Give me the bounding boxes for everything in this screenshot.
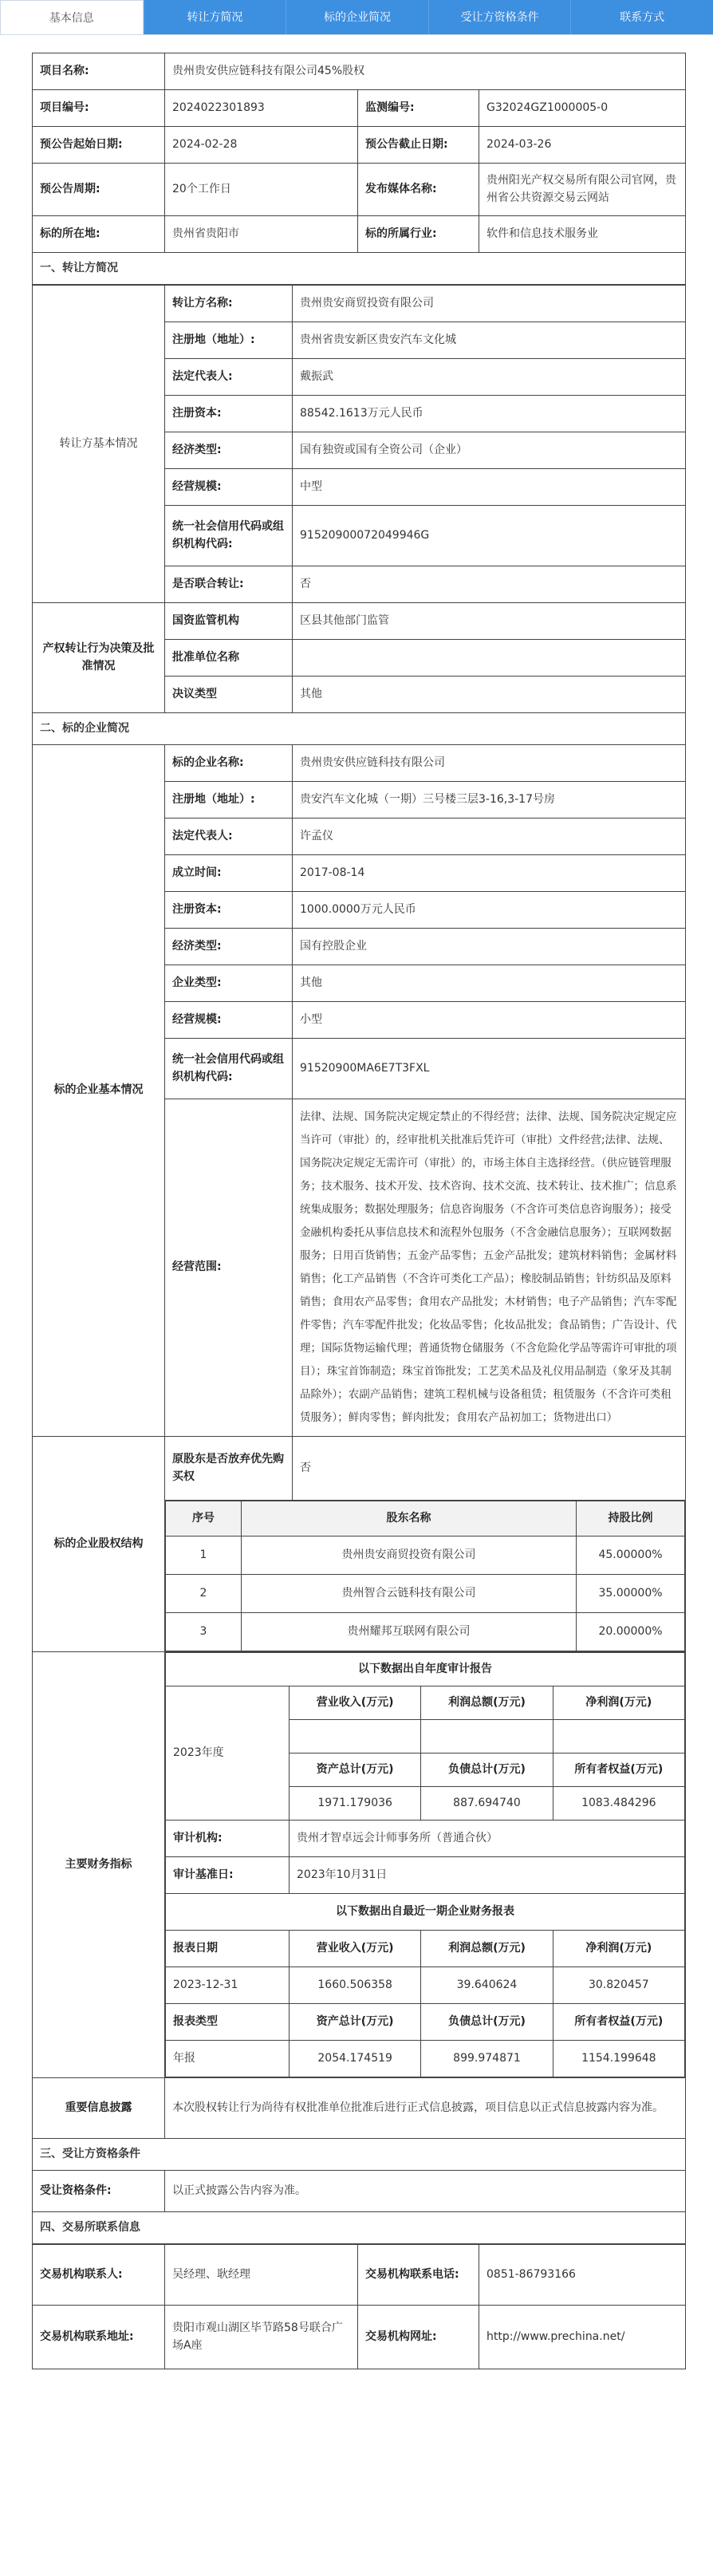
total-profit-header: 利润总额(万元): [421, 1686, 553, 1720]
transferor-table: [32, 285, 686, 2244]
disclosure-text: 本次股权转让行为尚待有权批准单位批准后进行正式信息披露，项目信息以正式信息披露内容为准。: [165, 2078, 686, 2139]
section-qualification-title: 三、受让方资格条件: [33, 2139, 686, 2171]
audit-title: 以下数据出自年度审计报告: [166, 1653, 685, 1686]
equity-group-label: 标的企业股权结构: [33, 1437, 165, 1652]
recent-liabilities-header: 负债总计(万元): [421, 2004, 553, 2041]
row-shareholder: 贵州耀邦互联网有限公司: [242, 1613, 577, 1651]
transferor-address-label: 注册地（地址）:: [165, 322, 293, 359]
recent-net-profit: 30.820457: [553, 1967, 684, 2004]
end-date-label: 预公告截止日期:: [358, 127, 479, 164]
transferor-legal-rep-label: 法定代表人:: [165, 359, 293, 396]
target-founded-label: 成立时间:: [165, 855, 293, 892]
recent-equity-header: 所有者权益(万元): [553, 2004, 684, 2041]
target-credit-code: 91520900MA6E7T3FXL: [293, 1039, 686, 1099]
transferor-capital: 88542.1613万元人民币: [293, 396, 686, 432]
transferor-capital-label: 注册资本:: [165, 396, 293, 432]
location-label: 标的所在地:: [33, 216, 165, 253]
approver-label: 批准单位名称: [165, 640, 293, 677]
transferor-credit-code-label: 统一社会信用代码或组织机构代码:: [165, 506, 293, 566]
row-shareholder: 贵州智合云链科技有限公司: [242, 1575, 577, 1613]
audit-base-date: 2023年10月31日: [290, 1857, 685, 1894]
transferor-legal-rep: 戴振武: [293, 359, 686, 396]
shareholder-table: [165, 1501, 685, 1651]
section-transferor-title: 一、转让方简况: [33, 253, 686, 285]
section-contact-title: 四、交易所联系信息: [33, 2212, 686, 2244]
recent-assets: 2054.174519: [290, 2041, 421, 2077]
qualification-label: 受让资格条件:: [33, 2171, 165, 2212]
auditor: 贵州才智卓远会计师事务所（普通合伙）: [290, 1821, 685, 1857]
contact-phone-label: 交易机构联系电话:: [358, 2245, 479, 2306]
finance-group-label: 主要财务指标: [33, 1652, 165, 2078]
contact-address-label: 交易机构联系地址:: [33, 2306, 165, 2369]
business-scope: 法律、法规、国务院决定规定禁止的不得经营；法律、法规、国务院决定规定应当许可（审批）的，经审批机关批准后凭许可（审批）文件经营;法律、法规、国务院决定规定无需许可（审批）的，市场主体自主选择经营。（供应链管理服务；技术服务、技术开发、技术咨询、技术交流、技术转让、技术推广；信息系统集成服务；数据处理服务；信息咨询服务（不含许可类信息咨询服务）；接受金融机构委托从事信息技术和流程外包服务（不含金融信息服务）；互联网数据服务；日用百货销售；五金产品零售；五金产品批发；建筑材料销售；金属材料销售；化工产品销售（不含许可类化工产品）；橡胶制品销售；针纺织品及原料销售；食用农产品零售；食用农产品批发；木材销售；电子产品销售；汽车零配件零售；汽车零配件批发；化妆品零售；化妆品批发；食品销售；广告设计、代理；国际货物运输代理；普通货物仓储服务（不含危险化学品等需许可审批的项目）；珠宝首饰制造；珠宝首饰批发；工艺美术品及礼仪用品制造（象牙及其制品除外）；农副产品销售；建筑工程机械与设备租赁；租赁服务（不含许可类租赁服务）；鲜肉零售；鲜肉批发；食用农产品初加工；货物进出口）: [293, 1099, 686, 1437]
revenue-header: 营业收入(万元): [290, 1686, 421, 1720]
target-address: 贵安汽车文化城（一期）三号楼三层3-16,3-17号房: [293, 782, 686, 819]
section-target-title: 二、标的企业简况: [33, 713, 686, 745]
transferor-group-label: 转让方基本情况: [33, 286, 165, 603]
project-no: 2024022301893: [165, 90, 358, 127]
preempt-label: 原股东是否放弃优先购买权: [165, 1437, 293, 1501]
industry: 软件和信息技术服务业: [479, 216, 686, 253]
row-no: 2: [166, 1575, 242, 1613]
col-pct-header: 持股比例: [577, 1501, 685, 1537]
transferor-address: 贵州省贵安新区贵安汽车文化城: [293, 322, 686, 359]
start-date: 2024-02-28: [165, 127, 358, 164]
report-type: 年报: [166, 2041, 290, 2077]
revenue-value: [290, 1720, 421, 1753]
project-name-label: 项目名称:: [33, 53, 165, 90]
row-pct: 20.00000%: [577, 1613, 685, 1651]
resolution-type-label: 决议类型: [165, 677, 293, 713]
row-shareholder: 贵州贵安商贸投资有限公司: [242, 1537, 577, 1575]
recent-total-profit-header: 利润总额(万元): [421, 1931, 553, 1967]
contact-website-label: 交易机构网址:: [358, 2306, 479, 2369]
col-no-header: 序号: [166, 1501, 242, 1537]
industry-label: 标的所属行业:: [358, 216, 479, 253]
end-date: 2024-03-26: [479, 127, 686, 164]
transferor-econ-type: 国有独资或国有全资公司（企业）: [293, 432, 686, 469]
period-label: 预公告周期:: [33, 164, 165, 216]
audit-base-date-label: 审计基准日:: [166, 1857, 290, 1894]
net-profit-value: [553, 1720, 684, 1753]
table-row: [166, 1575, 685, 1613]
recent-equity: 1154.199648: [553, 2041, 684, 2077]
recent-total-profit: 39.640624: [421, 1967, 553, 2004]
report-type-header: 报表类型: [166, 2004, 290, 2041]
target-scale-label: 经营规模:: [165, 1002, 293, 1039]
period: 20个工作日: [165, 164, 358, 216]
audit-year: 2023年度: [166, 1686, 290, 1821]
col-shareholder-header: 股东名称: [242, 1501, 577, 1537]
target-name: 贵州贵安供应链科技有限公司: [293, 745, 686, 782]
contact-person: 吴经理、耿经理: [165, 2245, 358, 2306]
table-row: [166, 1613, 685, 1651]
transferor-name-label: 转让方名称:: [165, 286, 293, 322]
equity-value: 1083.484296: [553, 1787, 684, 1821]
tab-basic-info[interactable]: 基本信息: [0, 0, 144, 34]
recent-revenue: 1660.506358: [290, 1967, 421, 2004]
transferor-joint-label: 是否联合转让:: [165, 566, 293, 603]
monitor-no: G32024GZ1000005-0: [479, 90, 686, 127]
total-profit-value: [421, 1720, 553, 1753]
project-name: 贵州贵安供应链科技有限公司45%股权: [165, 53, 686, 90]
contact-table: [32, 2244, 686, 2369]
target-econ-type: 国有控股企业: [293, 929, 686, 965]
audit-table: [165, 1652, 685, 2077]
supervisor-label: 国资监管机构: [165, 603, 293, 640]
contact-person-label: 交易机构联系人:: [33, 2245, 165, 2306]
tab-contact[interactable]: 联系方式: [570, 0, 713, 34]
target-legal-rep-label: 法定代表人:: [165, 819, 293, 855]
assets-value: 1971.179036: [290, 1787, 421, 1821]
business-scope-label: 经营范围:: [165, 1099, 293, 1437]
tab-qualification[interactable]: 受让方资格条件: [428, 0, 571, 34]
shareholder-cell: [165, 1501, 686, 1652]
transferor-scale: 中型: [293, 469, 686, 506]
supervisor: 区县其他部门监管: [293, 603, 686, 640]
location: 贵州省贵阳市: [165, 216, 358, 253]
liabilities-value: 887.694740: [421, 1787, 553, 1821]
project-no-label: 项目编号:: [33, 90, 165, 127]
net-profit-header: 净利润(万元): [553, 1686, 684, 1720]
table-row: [166, 1537, 685, 1575]
target-address-label: 注册地（地址）:: [165, 782, 293, 819]
preempt-value: 否: [293, 1437, 686, 1501]
start-date-label: 预公告起始日期:: [33, 127, 165, 164]
target-capital: 1000.0000万元人民币: [293, 892, 686, 929]
disclosure-label: 重要信息披露: [33, 2078, 165, 2139]
tab-bar: [0, 0, 713, 35]
transferor-joint: 否: [293, 566, 686, 603]
tab-target-company[interactable]: 标的企业简况: [286, 0, 428, 34]
contact-phone: 0851-86793166: [479, 2245, 686, 2306]
resolution-type: 其他: [293, 677, 686, 713]
approver: [293, 640, 686, 677]
target-capital-label: 注册资本:: [165, 892, 293, 929]
recent-title: 以下数据出自最近一期企业财务报表: [166, 1894, 685, 1931]
transferor-scale-label: 经营规模:: [165, 469, 293, 506]
target-legal-rep: 许孟仪: [293, 819, 686, 855]
recent-liabilities: 899.974871: [421, 2041, 553, 2077]
qualification-text: 以正式披露公告内容为准。: [165, 2171, 686, 2212]
finance-cell: [165, 1652, 686, 2078]
target-founded: 2017-08-14: [293, 855, 686, 892]
recent-revenue-header: 营业收入(万元): [290, 1931, 421, 1967]
target-econ-type-label: 经济类型:: [165, 929, 293, 965]
tab-transferor[interactable]: 转让方简况: [144, 0, 286, 34]
target-group-label: 标的企业基本情况: [33, 745, 165, 1437]
row-no: 3: [166, 1613, 242, 1651]
detail-document: [32, 53, 685, 2369]
auditor-label: 审计机构:: [166, 1821, 290, 1857]
transferor-name: 贵州贵安商贸投资有限公司: [293, 286, 686, 322]
equity-header: 所有者权益(万元): [553, 1753, 684, 1787]
media: 贵州阳光产权交易所有限公司官网，贵州省公共资源交易云网站: [479, 164, 686, 216]
target-scale: 小型: [293, 1002, 686, 1039]
liabilities-header: 负债总计(万元): [421, 1753, 553, 1787]
target-company-type-label: 企业类型:: [165, 965, 293, 1002]
contact-website-link[interactable]: http://www.prechina.net/: [479, 2306, 686, 2369]
basic-info-table: [32, 53, 686, 285]
recent-assets-header: 资产总计(万元): [290, 2004, 421, 2041]
row-no: 1: [166, 1537, 242, 1575]
approval-group-label: 产权转让行为决策及批准情况: [33, 603, 165, 713]
monitor-no-label: 监测编号:: [358, 90, 479, 127]
transferor-econ-type-label: 经济类型:: [165, 432, 293, 469]
contact-address: 贵阳市观山湖区毕节路58号联合广场A座: [165, 2306, 358, 2369]
media-label: 发布媒体名称:: [358, 164, 479, 216]
target-credit-code-label: 统一社会信用代码或组织机构代码:: [165, 1039, 293, 1099]
report-date-header: 报表日期: [166, 1931, 290, 1967]
target-name-label: 标的企业名称:: [165, 745, 293, 782]
target-company-type: 其他: [293, 965, 686, 1002]
row-pct: 45.00000%: [577, 1537, 685, 1575]
report-date: 2023-12-31: [166, 1967, 290, 2004]
recent-net-profit-header: 净利润(万元): [553, 1931, 684, 1967]
transferor-credit-code: 91520900072049946G: [293, 506, 686, 566]
assets-header: 资产总计(万元): [290, 1753, 421, 1787]
row-pct: 35.00000%: [577, 1575, 685, 1613]
